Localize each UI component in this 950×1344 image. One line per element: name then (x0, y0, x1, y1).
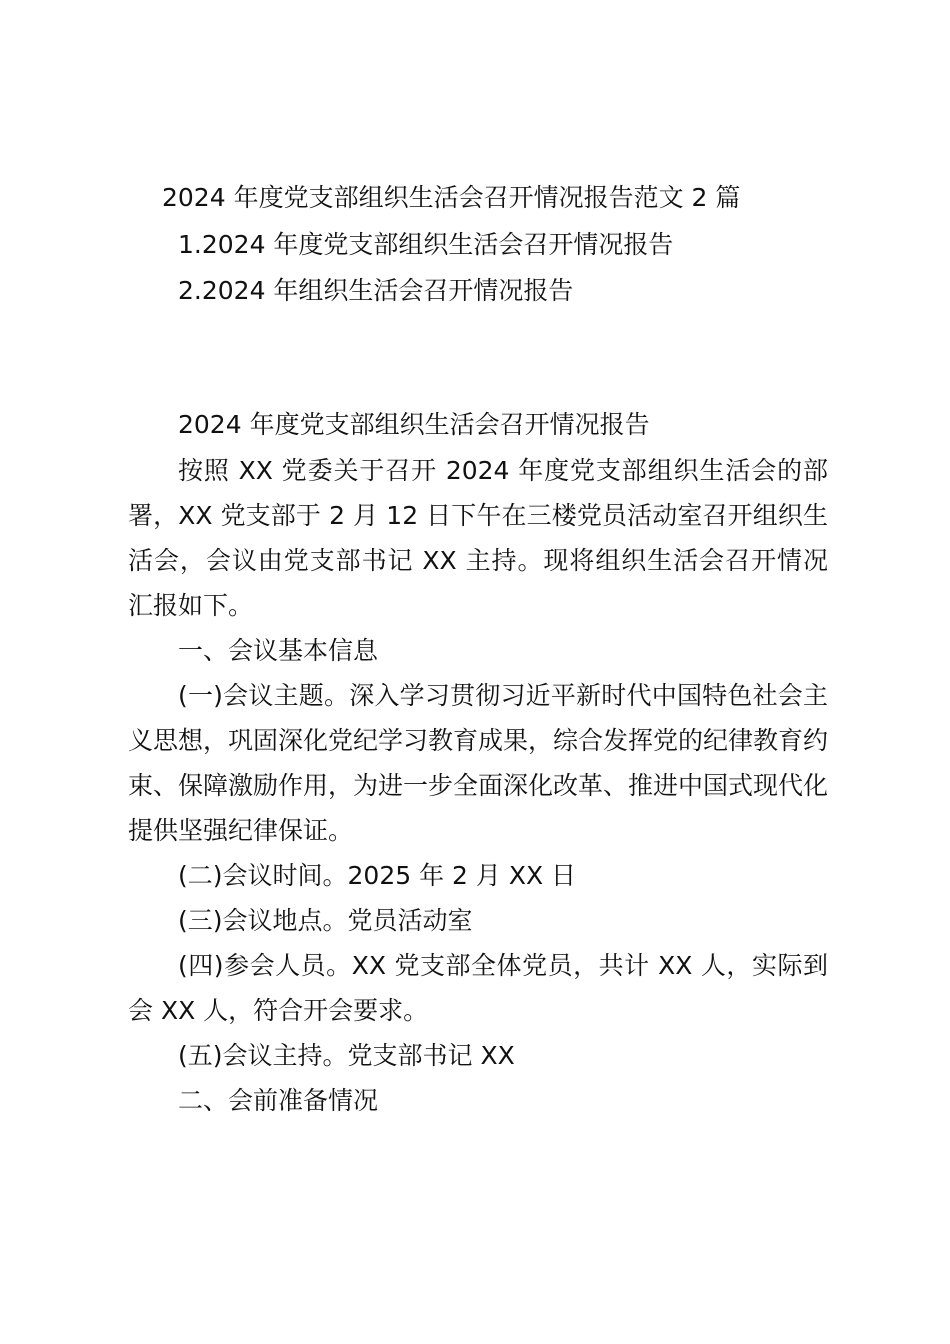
meeting-attendees-paragraph: (四)参会人员。XX 党支部全体党员，共计 XX 人，实际到会 XX 人，符合开会要求。 (128, 951, 828, 1025)
heading-preparation: 二、会前准备情况 (178, 1086, 379, 1115)
meeting-host-paragraph: (五)会议主持。党支部书记 XX (178, 1041, 515, 1070)
meeting-time-paragraph: (二)会议时间。2025 年 2 月 XX 日 (178, 861, 577, 890)
document-title: 2024 年度党支部组织生活会召开情况报告范文 2 篇 (162, 183, 741, 212)
intro-paragraph: 按照 XX 党委关于召开 2024 年度党支部组织生活会的部署，XX 党支部于 2 月 12 日下午在三楼党员活动室召开组织生活会，会议由党支部书记 XX 主持。现将组织生活会召开情况汇报如下。 (128, 456, 828, 620)
heading-basic-info: 一、会议基本信息 (178, 636, 379, 665)
toc-item: 1.2024 年度党支部组织生活会召开情况报告 (178, 230, 674, 259)
meeting-theme-paragraph: (一)会议主题。深入学习贯彻习近平新时代中国特色社会主义思想，巩固深化党纪学习教育成果，综合发挥党的纪律教育约束、保障激励作用，为进一步全面深化改革、推进中国式现代化提供坚强纪律保证。 (128, 681, 829, 845)
toc-item: 2.2024 年组织生活会召开情况报告 (178, 276, 574, 305)
meeting-place-paragraph: (三)会议地点。党员活动室 (178, 906, 473, 935)
section-title: 2024 年度党支部组织生活会召开情况报告 (178, 410, 650, 439)
